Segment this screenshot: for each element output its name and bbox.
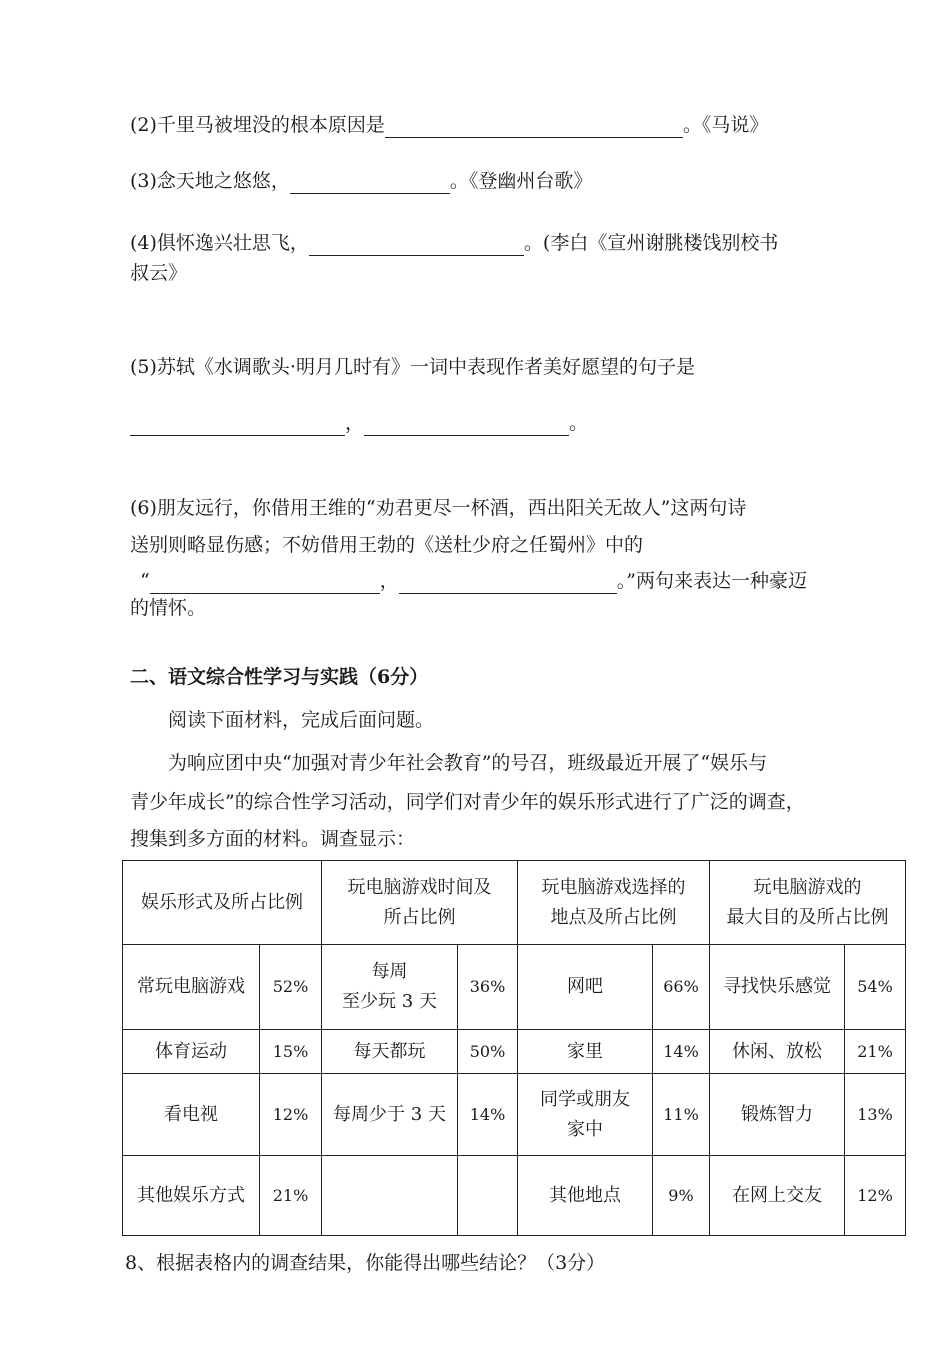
header-game-location: 玩电脑游戏选择的 地点及所占比例 bbox=[518, 861, 710, 945]
header-game-purpose: 玩电脑游戏的 最大目的及所占比例 bbox=[710, 861, 906, 945]
table-cell: 家里 bbox=[518, 1030, 653, 1074]
table-cell: 50% bbox=[458, 1030, 518, 1074]
question-4-line2: 叔云》 bbox=[130, 262, 188, 284]
table-cell: 13% bbox=[845, 1074, 906, 1156]
table-header-row bbox=[123, 861, 906, 945]
table-cell: 21% bbox=[260, 1156, 322, 1236]
question-6-answer-line bbox=[140, 568, 807, 594]
table-cell: 网吧 bbox=[518, 945, 653, 1030]
table-cell: 在网上交友 bbox=[710, 1156, 845, 1236]
table-cell: 同学或朋友 家中 bbox=[518, 1074, 653, 1156]
period: 。 bbox=[569, 412, 589, 434]
question-5-answer-line bbox=[130, 410, 588, 436]
table-cell: 15% bbox=[260, 1030, 322, 1074]
table-cell: 看电视 bbox=[123, 1074, 260, 1156]
header-game-time: 玩电脑游戏时间及 所占比例 bbox=[322, 861, 518, 945]
answer-blank[interactable] bbox=[309, 235, 524, 256]
table-cell: 12% bbox=[260, 1074, 322, 1156]
table-cell: 常玩电脑游戏 bbox=[123, 945, 260, 1030]
table-cell: 寻找快乐感觉 bbox=[710, 945, 845, 1030]
question-5: (5)苏轼《水调歌头·明月几时有》一词中表现作者美好愿望的句子是 bbox=[130, 356, 695, 378]
question-3 bbox=[130, 168, 592, 194]
answer-blank[interactable] bbox=[130, 415, 345, 436]
open-quote: “ bbox=[140, 570, 150, 592]
table-row bbox=[123, 1156, 906, 1236]
table-cell: 锻炼智力 bbox=[710, 1074, 845, 1156]
comma: ， bbox=[345, 412, 365, 434]
table-cell: 每周少于 3 天 bbox=[322, 1074, 458, 1156]
table-cell: 每天都玩 bbox=[322, 1030, 458, 1074]
table-cell: 14% bbox=[458, 1074, 518, 1156]
question-4-source: 。(李白《宣州谢朓楼饯别校书 bbox=[523, 232, 779, 254]
answer-blank[interactable] bbox=[150, 573, 380, 594]
section-2-para3: 搜集到多方面的材料。调查显示： bbox=[130, 828, 416, 850]
table-cell: 66% bbox=[653, 945, 710, 1030]
table-cell: 52% bbox=[260, 945, 322, 1030]
section-2-para2: 青少年成长”的综合性学习活动，同学们对青少年的娱乐形式进行了广泛的调查， bbox=[130, 791, 805, 813]
question-6-line1: (6)朋友远行，你借用王维的“劝君更尽一杯酒，西出阳关无故人”这两句诗 bbox=[130, 497, 747, 519]
table-cell: 36% bbox=[458, 945, 518, 1030]
question-8: 8、根据表格内的调查结果，你能得出哪些结论？（3分） bbox=[125, 1252, 606, 1274]
table-row bbox=[123, 945, 906, 1030]
question-6-line2: 送别则略显伤感；不妨借用王勃的《送杜少府之任蜀州》中的 bbox=[130, 534, 644, 556]
table-row bbox=[123, 1030, 906, 1074]
answer-blank[interactable] bbox=[399, 573, 617, 594]
question-4-text: (4)俱怀逸兴壮思飞， bbox=[130, 232, 309, 254]
table-cell: 21% bbox=[845, 1030, 906, 1074]
section-2-intro: 阅读下面材料，完成后面问题。 bbox=[168, 709, 435, 731]
table-cell: 14% bbox=[653, 1030, 710, 1074]
table-cell: 12% bbox=[845, 1156, 906, 1236]
table-cell bbox=[322, 1156, 458, 1236]
table-cell: 11% bbox=[653, 1074, 710, 1156]
question-3-source: 。《登幽州台歌》 bbox=[449, 170, 593, 192]
table-row bbox=[123, 1074, 906, 1156]
header-entertainment: 娱乐形式及所占比例 bbox=[123, 861, 322, 945]
question-2-source: 。《马说》 bbox=[682, 114, 769, 136]
section-2-title: 二、语文综合性学习与实践（6分） bbox=[130, 666, 429, 688]
table-cell: 其他娱乐方式 bbox=[123, 1156, 260, 1236]
answer-blank[interactable] bbox=[385, 117, 683, 138]
table-cell: 9% bbox=[653, 1156, 710, 1236]
question-3-text: (3)念天地之悠悠， bbox=[130, 170, 290, 192]
section-2-para1: 为响应团中央“加强对青少年社会教育”的号召，班级最近开展了“娱乐与 bbox=[168, 752, 768, 774]
survey-table bbox=[122, 860, 906, 1236]
table-cell: 54% bbox=[845, 945, 906, 1030]
answer-blank[interactable] bbox=[290, 173, 450, 194]
table-cell: 体育运动 bbox=[123, 1030, 260, 1074]
table-cell: 休闲、放松 bbox=[710, 1030, 845, 1074]
question-6-line4: 的情怀。 bbox=[130, 597, 207, 619]
answer-blank[interactable] bbox=[364, 415, 569, 436]
question-2-text: (2)千里马被埋没的根本原因是 bbox=[130, 114, 385, 136]
question-6-tail: 。”两句来表达一种豪迈 bbox=[616, 570, 807, 592]
question-4 bbox=[130, 230, 778, 256]
table-cell: 每周 至少玩 3 天 bbox=[322, 945, 458, 1030]
table-cell: 其他地点 bbox=[518, 1156, 653, 1236]
table-cell bbox=[458, 1156, 518, 1236]
comma: ， bbox=[379, 570, 399, 592]
question-2 bbox=[130, 112, 768, 138]
